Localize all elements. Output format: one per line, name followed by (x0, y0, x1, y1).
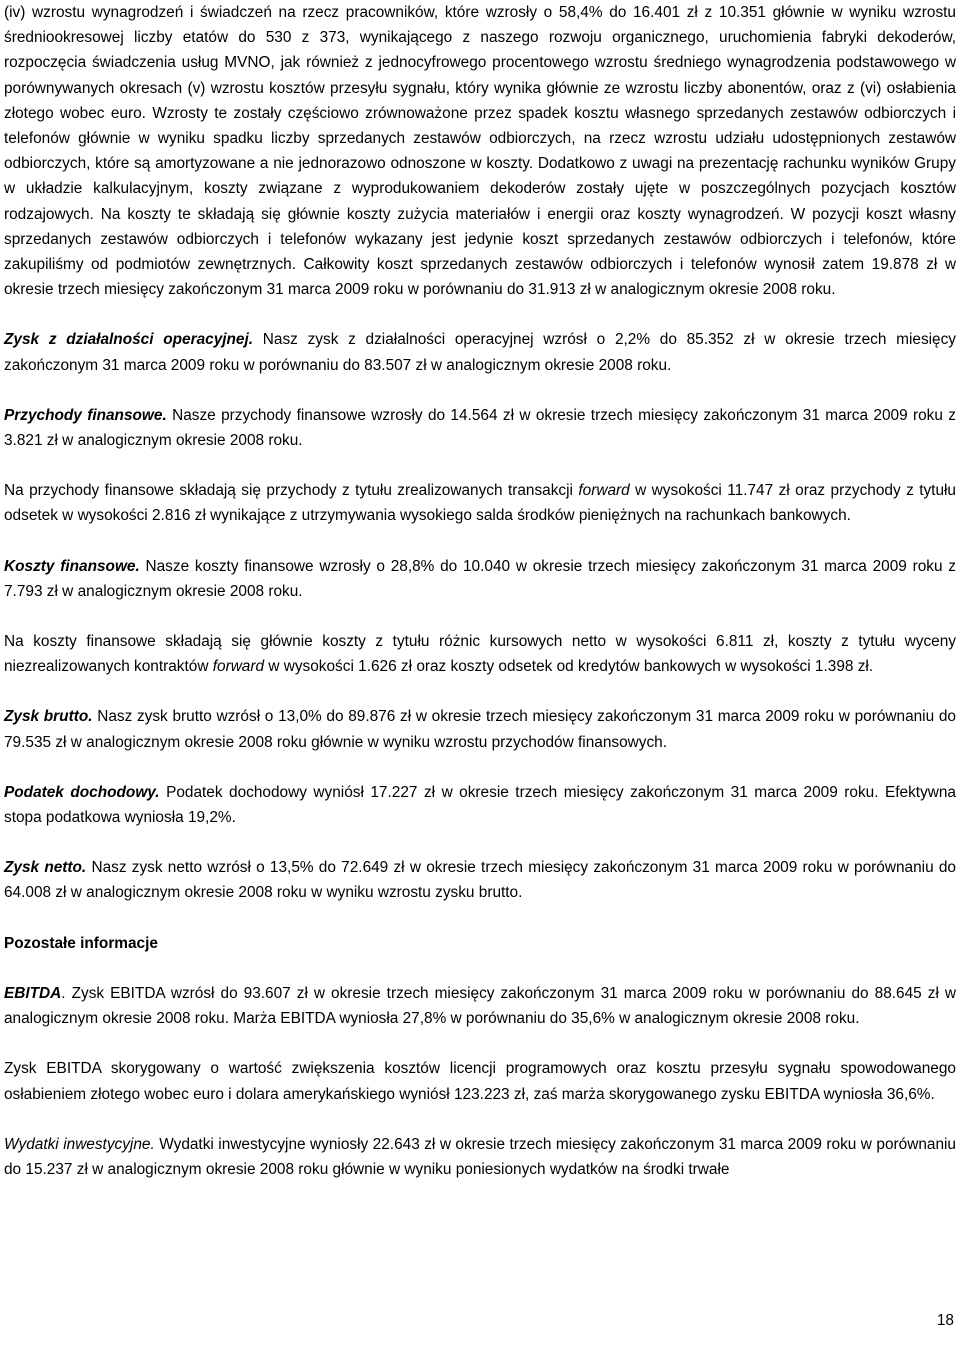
paragraph-adjusted-ebitda (4, 1056, 956, 1106)
section-heading (4, 931, 956, 956)
paragraph-operating-profit (4, 327, 956, 377)
paragraph-text: w wysokości 1.626 zł oraz koszty odsetek od kredytów bankowych w wysokości 1.398 zł. (264, 658, 874, 676)
paragraph-text: w wysokości 11.747 zł oraz przychody z tytułu odsetek w wysokości 2.816 zł wynikające z utrzymywania wysokiego salda środków pieniężnych na rachunkach bankowych. (4, 482, 956, 525)
paragraph-finance-income (4, 403, 956, 453)
paragraph-text: Nasze przychody finansowe wzrosły do 14.564 zł w okresie trzech miesięcy zakończonym 31 marca 2009 roku z 3.821 zł w analogicznym okresie 2008 roku. (4, 406, 956, 450)
paragraph-heading: EBITDA (4, 984, 62, 1002)
paragraph-gross-profit (4, 704, 956, 754)
paragraph-text: Nasz zysk brutto wzrósł o 13,0% do 89.876 zł w okresie trzech miesięcy zakończonym 31 marca 2009 roku w porównaniu do 79.535 zł w analogicznym okresie 2008 roku głównie w wyniku wzrostu przychodów finansowych. (4, 708, 956, 751)
paragraph-ebitda (4, 981, 956, 1031)
paragraph-text: . Zysk EBITDA wzrósł do 93.607 zł w okresie trzech miesięcy zakończonym 31 marca 2009 roku w porównaniu do 88.645 zł w analogicznym okresie 2008 roku. Marża EBITDA wyniosła 27,8% w porównaniu do 35,6% w analogicznym okresie 2008 roku. (4, 984, 956, 1028)
paragraph-text: Na koszty finansowe składają się głównie koszty z tytułu różnic kursowych netto w wysokości 6.811 zł, koszty z tytułu wyceny niezrealizowanych kontraktów (4, 633, 956, 676)
page-number: 18 (936, 1312, 954, 1329)
spacer (4, 453, 956, 478)
paragraph-costs-detail (4, 0, 956, 302)
spacer (4, 956, 956, 981)
paragraph-finance-costs (4, 554, 956, 604)
paragraph-heading: Koszty finansowe. (4, 557, 140, 575)
paragraph-income-tax (4, 780, 956, 830)
paragraph-text: Wydatki inwestycyjne wyniosły 22.643 zł w okresie trzech miesięcy zakończonym 31 marca 2009 roku w porównaniu do 15.237 zł w analogicznym okresie 2008 roku głównie w wyniku poniesionych wydatków na środki trwałe (4, 1135, 956, 1178)
paragraph-text: Nasze koszty finansowe wzrosły o 28,8% do 10.040 w okresie trzech miesięcy zakończonym 31 marca 2009 roku z 7.793 zł w analogicznym okresie 2008 roku. (4, 557, 956, 600)
paragraph-heading: Podatek dochodowy. (4, 783, 160, 801)
spacer (4, 830, 956, 855)
paragraph-net-profit (4, 855, 956, 905)
paragraph-italic-term: forward (578, 482, 630, 500)
spacer (4, 529, 956, 554)
paragraph-text: Zysk EBITDA skorygowany o wartość zwiększenia kosztów licencji programowych oraz kosztu przesyłu sygnału spowodowanego osłabieniem złotego wobec euro i dolara amerykańskiego wyniósł 123.223 zł, zaś marża skorygowanego zysku EBITDA wyniosła 36,6%. (4, 1060, 956, 1103)
spacer (4, 1031, 956, 1056)
spacer (4, 906, 956, 931)
paragraph-text: Podatek dochodowy wyniósł 17.227 zł w okresie trzech miesięcy zakończonym 31 marca 2009 roku. Efektywna stopa podatkowa wyniosła 19,2%. (4, 783, 956, 827)
paragraph-heading: Przychody finansowe. (4, 406, 167, 424)
spacer (4, 604, 956, 629)
section-heading-text: Pozostałe informacje (4, 934, 158, 952)
spacer (4, 679, 956, 704)
document-page (4, 0, 956, 1182)
paragraph-capex (4, 1132, 956, 1182)
paragraph-heading: Zysk netto. (4, 859, 87, 877)
paragraph-finance-costs-detail (4, 629, 956, 679)
paragraph-heading: Zysk brutto. (4, 708, 93, 726)
paragraph-italic-term: forward (212, 658, 265, 676)
paragraph-heading: Zysk z działalności operacyjnej. (4, 331, 254, 349)
spacer (4, 378, 956, 403)
paragraph-finance-income-detail (4, 478, 956, 528)
paragraph-text: Nasz zysk z działalności operacyjnej wzrósł o 2,2% do 85.352 zł w okresie trzech miesięcy zakończonym 31 marca 2009 roku w porównaniu do 83.507 zł w analogicznym okresie 2008 roku. (4, 331, 957, 374)
paragraph-heading: Wydatki inwestycyjne. (4, 1135, 155, 1153)
paragraph-text: Na przychody finansowe składają się przychody z tytułu zrealizowanych transakcji (4, 482, 579, 500)
spacer (4, 755, 956, 780)
spacer (4, 302, 956, 327)
spacer (4, 1107, 956, 1132)
paragraph-text: (iv) wzrostu wynagrodzeń i świadczeń na rzecz pracowników, które wzrosły o 58,4% do 16.401 zł z 10.351 głównie w wyniku wzrostu średniookresowej liczby etatów do 530 z 373, wynikającego z naszego rozwoju organicznego, uruchomienia fabryki dekoderów, rozpoczęcia świadczenia usług MVNO, jak również z jednocyfrowego procentowego wzrostu średniego wynagrodzenia podstawowego w porównywanych okresach (v) wzrostu kosztów przesyłu sygnału, który wynika głównie ze wzrostu liczby abonentów, oraz z (vi) osłabienia złotego wobec euro. Wzrosty te zostały częściowo zrównoważone przez spadek kosztu własnego sprzedanych zestawów odbiorczych i telefonów głównie w wyniku spadku liczby sprzedanych zestawów odbiorczych, na rzecz wzrostu udziału udostępnionych zestawów odbiorczych, które są amortyzowane a nie jednorazowo odnoszone w koszty. Dodatkowo z uwagi na prezentację rachunku wyników Grupy w układzie kalkulacyjnym, koszty związane z wyprodukowaniem dekoderów zostały ujęte w poszczególnych pozycjach kosztów rodzajowych. Na koszty te składają się głównie koszty zużycia materiałów i energii oraz koszty wynagrodzeń. W pozycji koszt własny sprzedanych zestawów odbiorczych i telefonów wykazany jest jedynie koszt sprzedanych zestawów odbiorczych i telefonów, które zakupiliśmy od podmiotów zewnętrznych. Całkowity koszt sprzedanych zestawów odbiorczych i telefonów wynosił zatem 19.878 zł w okresie trzech miesięcy zakończonym 31 marca 2009 roku w porównaniu do 31.913 zł w analogicznym okresie 2008 roku. (4, 4, 956, 299)
paragraph-text: Nasz zysk netto wzrósł o 13,5% do 72.649 zł w okresie trzech miesięcy zakończonym 31 marca 2009 roku w porównaniu do 64.008 zł w analogicznym okresie 2008 roku w wyniku wzrostu zysku brutto. (4, 859, 956, 902)
